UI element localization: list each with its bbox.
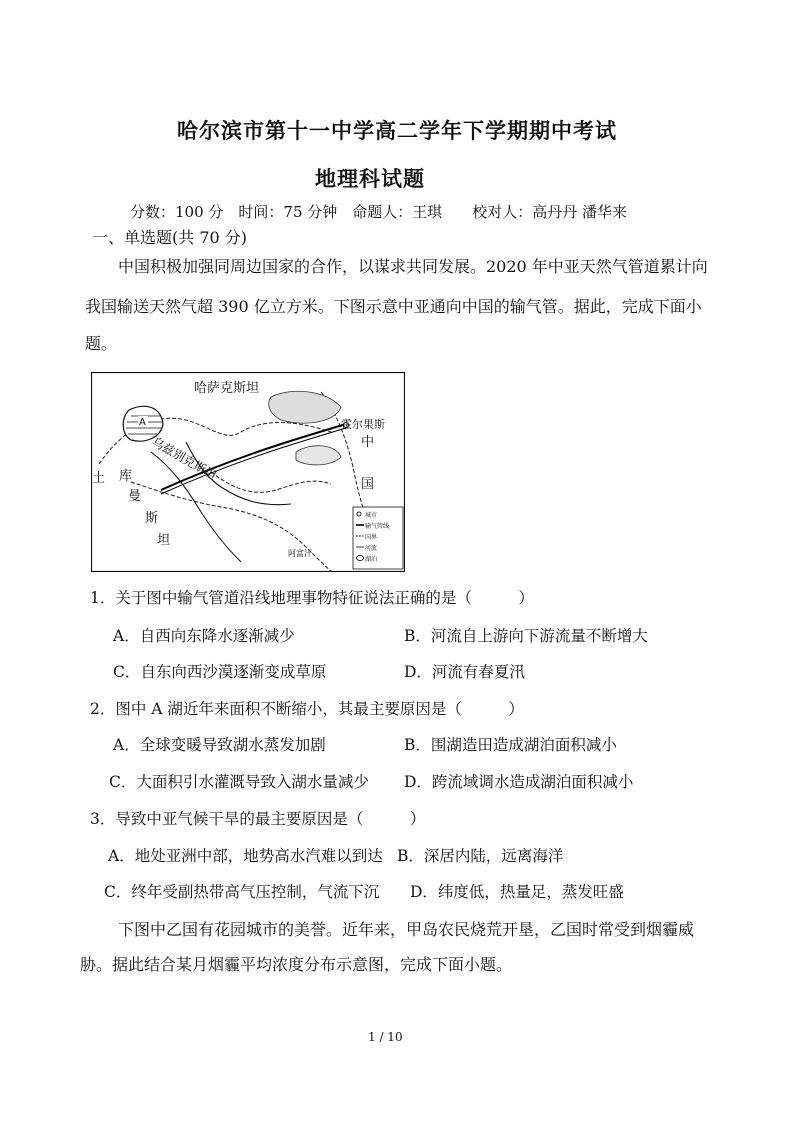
legend-river: 河流	[365, 545, 378, 552]
exam-subtitle: 地理科试题	[315, 166, 425, 191]
map-label-turk-4: 斯	[145, 511, 159, 526]
map-label-lake-a: A	[139, 417, 146, 428]
map-label-turk-5: 坦	[157, 533, 171, 548]
question-3-option-b: B．深居内陆，远离海洋	[397, 847, 564, 865]
question-1-option-d: D．河流有春夏汛	[404, 663, 525, 681]
pipeline-map-svg	[91, 372, 405, 572]
map-label-kazakhstan: 哈萨克斯坦	[194, 381, 260, 396]
legend-pipeline: 输气管线	[365, 523, 390, 530]
question-2-option-d: D．跨流域调水造成湖泊面积减小	[404, 773, 634, 791]
section-heading: 一、单选题(共 70 分)	[92, 228, 248, 247]
question-3-option-a: A．地处亚洲中部，地势高水汽难以到达	[108, 847, 383, 865]
legend-lake-icon	[357, 556, 364, 561]
question-2-option-b: B．围湖造田造成湖泊面积减小	[404, 736, 617, 754]
passage1-line-2: 我国输送天然气超 390 亿立方米。下图示意中亚通向中国的输气管。据此，完成下面小	[85, 297, 702, 316]
passage2-line-2: 胁。据此结合某月烟霾平均浓度分布示意图，完成下面小题。	[80, 955, 513, 974]
legend-city: 城市	[365, 512, 378, 519]
passage1-line-3: 题。	[85, 334, 118, 353]
question-3-stem: 3．导致中亚气候干旱的最主要原因是（ ）	[90, 810, 426, 828]
legend-lake: 湖泊	[365, 556, 378, 563]
map-label-uzbekistan: 乌兹别克斯坦	[149, 434, 219, 483]
question-1-option-a: A．自西向东降水逐渐减少	[113, 627, 295, 645]
question-1-option-b: B．河流自上游向下游流量不断增大	[404, 627, 648, 645]
pipeline-map	[91, 372, 405, 572]
question-2-option-c: C．大面积引水灌溉导致入湖水量减少	[109, 773, 369, 791]
map-label-khorgos: 霍尔果斯	[341, 418, 385, 431]
map-label-china-1: 中	[361, 435, 375, 450]
map-label-china-2: 国	[361, 477, 375, 492]
question-1-option-c: C．自东向西沙漠逐渐变成草原	[113, 663, 327, 681]
question-2-stem: 2．图中 A 湖近年来面积不断缩小，其最主要原因是（ ）	[90, 700, 524, 718]
map-label-turk-1: 土	[92, 471, 106, 486]
question-3-option-c: C．终年受副热带高气压控制，气流下沉	[104, 883, 380, 901]
map-label-turk-2: 库	[119, 469, 133, 484]
question-3-option-d: D．纬度低，热量足，蒸发旺盛	[410, 883, 624, 901]
exam-meta: 分数：100 分 时间：75 分钟 命题人：王琪 校对人：高丹丹 潘华来	[130, 203, 628, 221]
map-label-afghan: 阿富汗	[288, 549, 312, 558]
passage1-line-1: 中国积极加强同周边国家的合作，以谋求共同发展。2020 年中亚天然气管道累计向	[118, 257, 708, 276]
passage2-line-1: 下图中乙国有花园城市的美誉。近年来，甲岛农民烧荒开垦，乙国时常受到烟霾威	[118, 920, 695, 939]
legend-city-icon	[357, 512, 361, 516]
exam-title: 哈尔滨市第十一中学高二学年下学期期中考试	[177, 118, 617, 143]
page-number: 1 / 10	[368, 1030, 403, 1044]
legend-border: 国界	[365, 534, 378, 541]
question-2-option-a: A．全球变暖导致湖水蒸发加剧	[113, 736, 326, 754]
map-label-turk-3: 曼	[128, 489, 142, 504]
map-legend	[353, 507, 403, 569]
question-1-stem: 1．关于图中输气管道沿线地理事物特征说法正确的是（ ）	[90, 589, 534, 607]
